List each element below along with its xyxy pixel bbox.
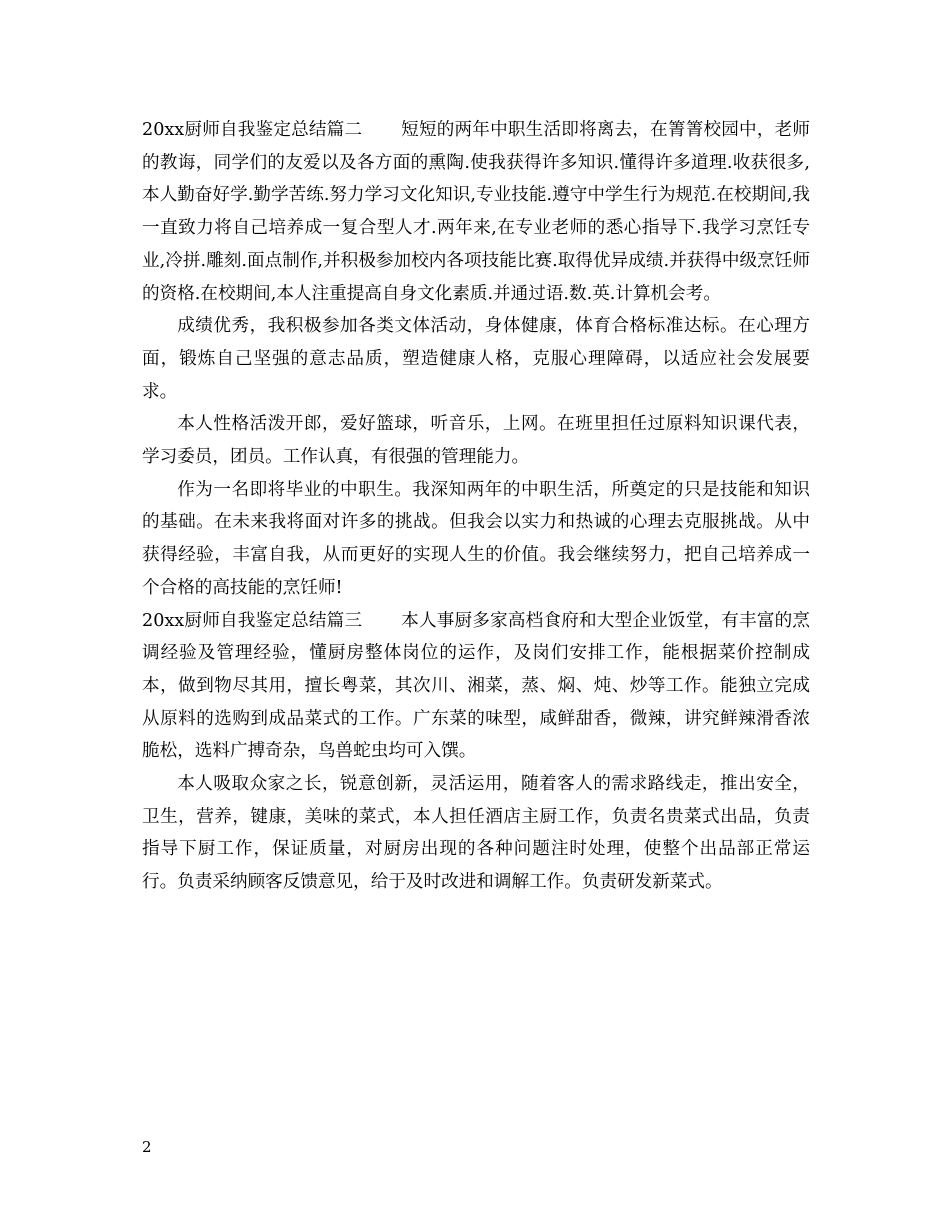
paragraph-text: 短短的两年中职生活即将离去，在箐箐校园中，老师的教诲，同学们的友爱以及各方面的熏陶.使我获得许多知识.懂得许多道理.收获很多,本人勤奋好学.勤学苦练.努力学习文化知识,专业技能.遵守中学生行为规范.在校期间,我一直致力将自己培养成一复合型人才.两年来,在专业老师的悉心指导下.我学习烹饪专业,冷拼.雕刻.面点制作,并积极参加校内各项技能比赛.取得优异成绩.并获得中级烹饪师的资格.在校期间,本人注重提高自身文化素质.并通过语.数.英.计算机会考。 [142, 120, 810, 304]
paragraph: 本人性格活泼开郎，爱好篮球，听音乐，上网。在班里担任过原料知识课代表，学习委员，团员。工作认真，有很强的管理能力。 [142, 414, 810, 468]
section-3-first-paragraph [142, 605, 810, 769]
paragraph: 成绩优秀，我积极参加各类文体活动，身体健康，体育合格标准达标。在心理方面，锻炼自己坚强的意志品质，塑造健康人格，克服心理障碍，以适应社会发展要求。 [142, 316, 810, 402]
paragraph: 本人吸取众家之长，锐意创新，灵活运用，随着客人的需求路线走，推出安全，卫生，营养，键康，美味的菜式，本人担任酒店主厨工作，负责名贵菜式出品，负责指导下厨工作，保证质量，对厨房出现的各种问题注时处理，使整个出品部正常运行。负责采纳顾客反馈意见，给于及时改进和调解工作。负责研发新菜式。 [142, 774, 810, 893]
section-3-heading: 20xx厨师自我鉴定总结篇三 [142, 610, 363, 631]
paragraph-text: 本人事厨多家高档食府和大型企业饭堂，有丰富的烹调经验及管理经验，懂厨房整体岗位的运作，及岗们安排工作，能根据菜价控制成本，做到物尽其用，擅长粤菜，其次川、湘菜，蒸、焖、炖、炒等工作。能独立完成从原料的选购到成品菜式的工作。广东菜的味型，咸鲜甜香，微辣，讲究鲜辣滑香浓脆松，选料广搏奇杂，鸟兽蛇虫均可入馔。 [142, 610, 810, 762]
section-2-first-paragraph [142, 114, 810, 310]
paragraph: 作为一名即将毕业的中职生。我深知两年的中职生活，所奠定的只是技能和知识的基础。在未来我将面对许多的挑战。但我会以实力和热诚的心理去克服挑战。从中获得经验，丰富自我，从而更好的实现人生的价值。我会继续努力，把自己培养成一个合格的高技能的烹饪师! [142, 479, 810, 598]
page-number: 2 [142, 1138, 152, 1156]
section-2-heading: 20xx厨师自我鉴定总结篇二 [142, 120, 363, 140]
document-body [142, 114, 810, 899]
